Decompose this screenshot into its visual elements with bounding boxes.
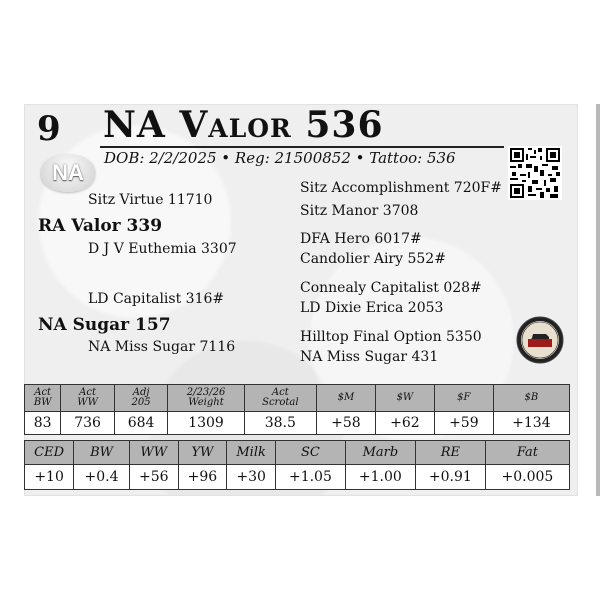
epd-header-cell-0: CED xyxy=(25,441,74,465)
epd-table xyxy=(24,440,570,490)
sire-dam-dam: Candolier Airy 552# xyxy=(300,251,446,267)
performance-value-cell-7: +59 xyxy=(434,412,493,435)
epd-header-cell-6: Marb xyxy=(345,441,415,465)
epd-value-cell-1: +0.4 xyxy=(74,465,130,490)
performance-header-cell-1: Act WW xyxy=(61,385,115,412)
card-edge-shadow xyxy=(596,104,600,496)
epd-header-cell-5: SC xyxy=(275,441,345,465)
breed-association-seal-icon xyxy=(516,316,564,364)
epd-value-cell-5: +1.05 xyxy=(275,465,345,490)
sire: RA Valor 339 xyxy=(38,216,163,236)
animal-name: NA Valor 536 xyxy=(103,104,384,146)
epd-value-cell-4: +30 xyxy=(227,465,276,490)
epd-header-cell-4: Milk xyxy=(227,441,276,465)
sire-sire: Sitz Virtue 11710 xyxy=(88,192,213,208)
sire-dam-sire: DFA Hero 6017# xyxy=(300,231,422,247)
performance-value-cell-4: 38.5 xyxy=(244,412,316,435)
lot-number: 9 xyxy=(37,109,61,149)
performance-header-cell-6: $W xyxy=(375,385,434,412)
epd-header-cell-1: BW xyxy=(74,441,130,465)
performance-value-cell-3: 1309 xyxy=(168,412,244,435)
epd-header-cell-8: Fat xyxy=(485,441,569,465)
performance-header-cell-7: $F xyxy=(434,385,493,412)
sire-sire-dam: Sitz Manor 3708 xyxy=(300,203,419,219)
dam-dam-dam: NA Miss Sugar 431 xyxy=(300,349,439,365)
epd-header-cell-3: YW xyxy=(178,441,227,465)
epd-value-cell-6: +1.00 xyxy=(345,465,415,490)
performance-value-cell-2: 684 xyxy=(114,412,168,435)
epd-value-cell-8: +0.005 xyxy=(485,465,569,490)
qr-code-icon[interactable] xyxy=(508,146,562,200)
performance-value-cell-5: +58 xyxy=(316,412,375,435)
performance-value-cell-0: 83 xyxy=(25,412,61,435)
dam-dam-sire: Hilltop Final Option 5350 xyxy=(300,329,482,345)
sire-sire-sire: Sitz Accomplishment 720F# xyxy=(300,180,502,196)
performance-header-cell-0: Act BW xyxy=(25,385,61,412)
performance-table xyxy=(24,384,570,435)
performance-value-cell-8: +134 xyxy=(493,412,569,435)
epd-value-cell-0: +10 xyxy=(25,465,74,490)
dam-sire-dam: LD Dixie Erica 2053 xyxy=(300,300,444,316)
epd-value-cell-2: +56 xyxy=(129,465,178,490)
performance-value-cell-1: 736 xyxy=(61,412,115,435)
title-underline xyxy=(100,146,504,148)
dam-sire-sire: Connealy Capitalist 028# xyxy=(300,280,482,296)
dam-dam: NA Miss Sugar 7116 xyxy=(88,339,236,355)
dam: NA Sugar 157 xyxy=(38,315,171,335)
performance-value-cell-6: +62 xyxy=(375,412,434,435)
info-line: DOB: 2/2/2025 • Reg: 21500852 • Tattoo: 536 xyxy=(104,149,456,167)
performance-header-cell-5: $M xyxy=(316,385,375,412)
performance-header-cell-8: $B xyxy=(493,385,569,412)
performance-header-cell-3: 2/23/26 Weight xyxy=(168,385,244,412)
epd-header-cell-7: RE xyxy=(415,441,485,465)
sire-dam: D J V Euthemia 3307 xyxy=(88,241,237,257)
performance-header-cell-2: Adj 205 xyxy=(114,385,168,412)
performance-header-cell-4: Act Scrotal xyxy=(244,385,316,412)
na-logo-badge: NA xyxy=(41,154,95,192)
epd-value-cell-3: +96 xyxy=(178,465,227,490)
dam-sire: LD Capitalist 316# xyxy=(88,291,225,307)
epd-value-cell-7: +0.91 xyxy=(415,465,485,490)
epd-header-cell-2: WW xyxy=(129,441,178,465)
